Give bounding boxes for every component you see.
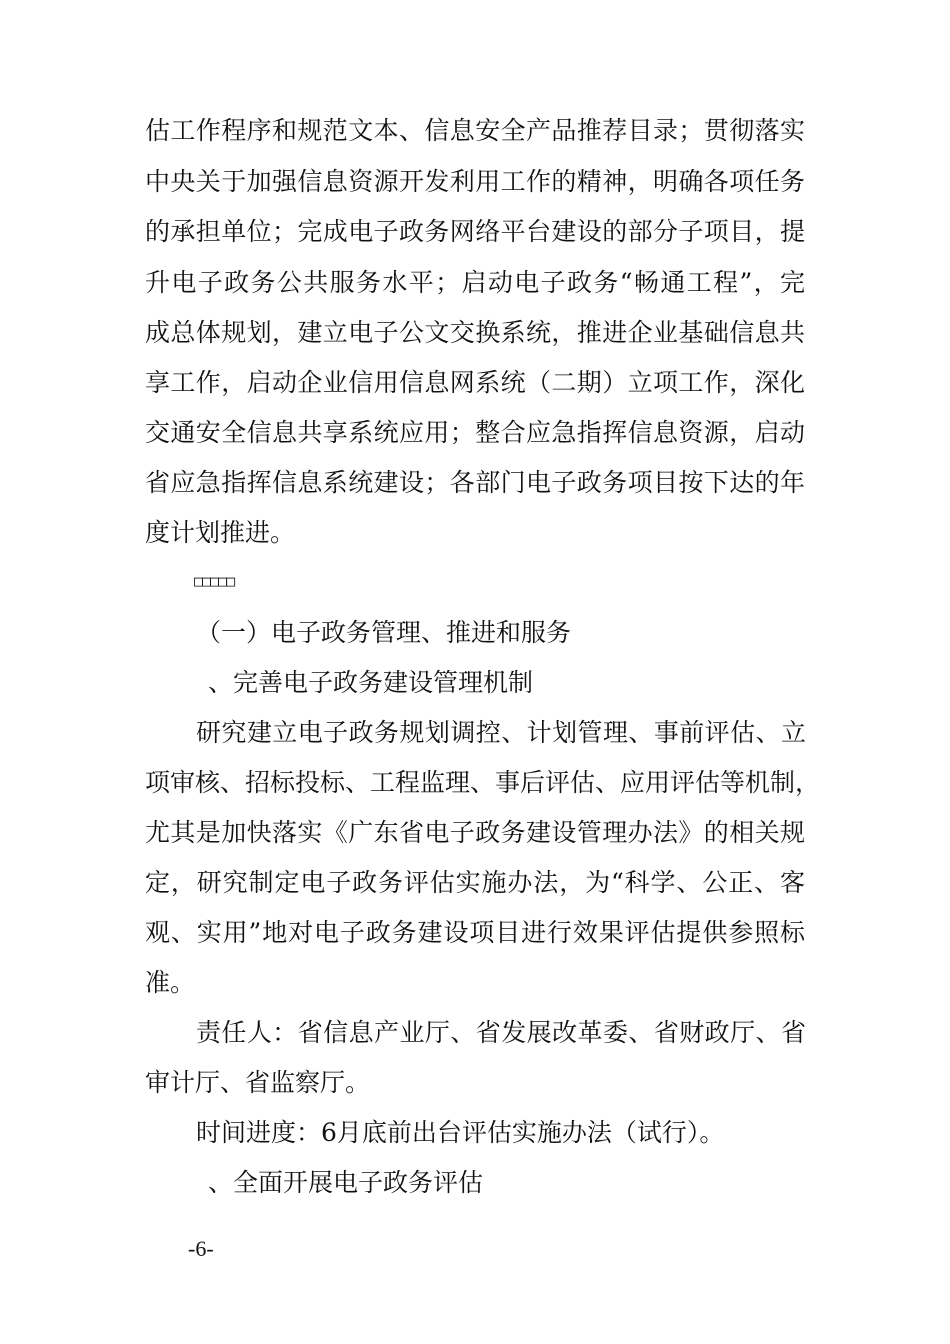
item-1-title: 、完善电子政务建设管理机制 <box>208 668 534 697</box>
garbled-heading: □□□□□ <box>194 572 235 590</box>
item-2-title: 、全面开展电子政务评估 <box>208 1168 484 1197</box>
page-number: -6- <box>188 1236 214 1261</box>
responsible-line-1: 责任人：省信息产业厅、省发展改革委、省财政厅、省 <box>196 1018 806 1047</box>
intro-line-3: 的承担单位；完成电子政务网络平台建设的部分子项目，提 <box>145 217 805 246</box>
intro-line-6: 享工作，启动企业信用信息网系统（二期）立项工作，深化 <box>145 368 805 397</box>
intro-line-8: 省应急指挥信息系统建设；各部门电子政务项目按下达的年 <box>145 468 805 497</box>
schedule-line: 时间进度：6月底前出台评估实施办法（试行）。 <box>196 1118 725 1147</box>
section-heading: （一）电子政务管理、推进和服务 <box>196 618 572 647</box>
intro-line-5: 成总体规划，建立电子公文交换系统，推进企业基础信息共 <box>145 318 805 347</box>
item-1-body-line-3: 尤其是加快落实《广东省电子政务建设管理办法》的相关规 <box>145 818 805 847</box>
intro-line-7: 交通安全信息共享系统应用；整合应急指挥信息资源，启动 <box>145 418 805 447</box>
item-1-body-line-5: 观、实用”地对电子政务建设项目进行效果评估提供参照标 <box>145 918 805 947</box>
intro-line-2: 中央关于加强信息资源开发利用工作的精神，明确各项任务 <box>145 167 805 196</box>
responsible-line-2: 审计厅、省监察厅。 <box>145 1068 371 1097</box>
intro-line-9: 度计划推进。 <box>145 518 296 547</box>
intro-line-4: 升电子政务公共服务水平；启动电子政务“畅通工程”，完 <box>145 268 805 297</box>
item-1-body-line-4: 定，研究制定电子政务评估实施办法，为“科学、公正、客 <box>145 868 805 897</box>
item-1-body-line-6: 准。 <box>145 968 196 997</box>
intro-line-1: 估工作程序和规范文本、信息安全产品推荐目录；贯彻落实 <box>145 116 805 145</box>
item-1-body-line-2: 项审核、招标投标、工程监理、事后评估、应用评估等机制， <box>145 768 821 797</box>
item-1-body-line-1: 研究建立电子政务规划调控、计划管理、事前评估、立 <box>196 718 806 747</box>
